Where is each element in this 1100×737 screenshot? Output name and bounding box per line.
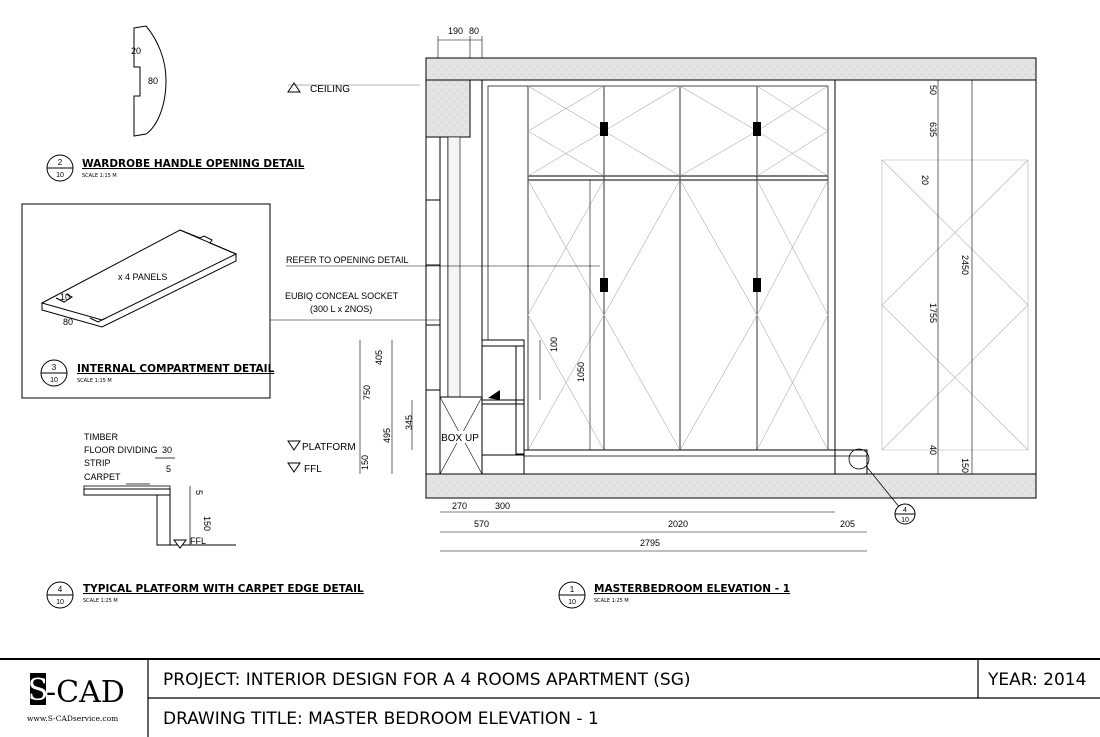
dim-left-495: 495 <box>382 427 392 443</box>
dim-top-190: 190 <box>448 26 464 36</box>
detail-scale-3: SCALE 1:15 M <box>77 378 112 384</box>
dim-bottom-300: 300 <box>495 501 511 511</box>
detail-title-2 <box>47 155 305 181</box>
title-block <box>0 659 1100 737</box>
platform-note-timber: TIMBER <box>84 432 119 442</box>
detail-title-text-2: WARDROBE HANDLE OPENING DETAIL <box>82 158 305 170</box>
detail-title-3 <box>41 360 275 386</box>
detail-title-4 <box>47 582 364 608</box>
note-opening-detail: REFER TO OPENING DETAIL <box>286 255 409 265</box>
note-socket: EUBIQ CONCEAL SOCKET <box>285 291 399 301</box>
logo-text: -CAD <box>46 675 125 710</box>
note-socket-size: (300 L x 2NOS) <box>310 304 373 314</box>
ceiling-slab <box>426 58 1036 80</box>
detail-sheet-1: 10 <box>568 599 576 606</box>
logo-url: www.S-CADservice.com <box>27 714 119 723</box>
dim-right-20: 20 <box>920 175 930 186</box>
bulkhead <box>426 80 470 137</box>
detail-number-4: 4 <box>57 585 63 594</box>
detail-sheet-4: 10 <box>56 599 64 606</box>
detail-number-1: 1 <box>569 585 575 594</box>
dim-bottom-205: 205 <box>840 519 856 529</box>
platform-dim-30: 30 <box>162 445 173 455</box>
drawing-title: DRAWING TITLE: MASTER BEDROOM ELEVATION - 1 <box>163 709 599 729</box>
handle-dim-20: 20 <box>131 46 142 56</box>
callout-sheet: 10 <box>901 517 909 524</box>
dim-right-40: 40 <box>928 445 938 456</box>
detail-sheet-2: 10 <box>56 172 64 179</box>
dim-left-750: 750 <box>362 384 372 400</box>
detail-title-text-4: TYPICAL PLATFORM WITH CARPET EDGE DETAIL <box>83 583 364 595</box>
platform-dim-5: 5 <box>166 464 172 474</box>
detail-title-text-1: MASTERBEDROOM ELEVATION - 1 <box>594 583 791 595</box>
master-bedroom-elevation <box>270 26 1036 551</box>
platform-note-dividing: FLOOR DIVIDING <box>84 445 158 455</box>
dim-left-150: 150 <box>360 454 370 470</box>
compartment-dim-10: 10 <box>60 292 71 302</box>
ceiling-level: CEILING <box>310 84 351 95</box>
platform-edge-detail <box>84 432 236 548</box>
compartment-panels-note: x 4 PANELS <box>118 272 168 282</box>
detail-scale-2: SCALE 1:15 M <box>82 173 117 179</box>
platform-note-carpet: CARPET <box>84 472 121 482</box>
detail-title-1 <box>559 582 790 608</box>
dim-bottom-570: 570 <box>474 519 490 529</box>
platform-ffl-label: FFL <box>190 536 207 546</box>
detail-number-3: 3 <box>51 363 57 372</box>
dim-top-80: 80 <box>469 26 480 36</box>
handle-dim-80: 80 <box>148 76 159 86</box>
dim-bottom-270: 270 <box>452 501 468 511</box>
dim-right-50: 50 <box>928 85 938 96</box>
dim-door-1050: 1050 <box>576 361 586 382</box>
detail-sheet-3: 10 <box>50 377 58 384</box>
dim-shelf-100: 100 <box>549 336 559 352</box>
detail-number-2: 2 <box>57 158 63 167</box>
box-up-label: BOX UP <box>441 433 479 444</box>
callout-number: 4 <box>903 507 907 514</box>
dim-bottom-2795: 2795 <box>640 538 661 548</box>
dim-right-150: 150 <box>960 458 970 474</box>
year-label: YEAR: 2014 <box>988 670 1087 690</box>
detail-title-text-3: INTERNAL COMPARTMENT DETAIL <box>77 363 275 375</box>
handle-opening-detail <box>131 26 166 136</box>
dim-right-1755: 1755 <box>928 303 938 324</box>
dim-right-635: 635 <box>928 122 938 138</box>
floor-slab <box>426 474 1036 498</box>
detail-scale-4: SCALE 1:25 M <box>83 598 118 604</box>
logo-s: S <box>27 673 49 708</box>
compartment-dim-80: 80 <box>63 317 74 327</box>
dim-left-405: 405 <box>374 349 384 365</box>
platform-note-strip: STRIP <box>84 458 111 468</box>
platform-level: PLATFORM <box>302 442 356 453</box>
project-title: PROJECT: INTERIOR DESIGN FOR A 4 ROOMS APARTMENT (SG) <box>163 670 691 690</box>
svg-text:5: 5 <box>194 490 204 496</box>
compartment-panel-drawing <box>42 230 236 327</box>
detail-scale-1: SCALE 1:25 M <box>594 598 629 604</box>
dim-right-2450: 2450 <box>960 255 970 276</box>
dim-left-345: 345 <box>404 414 414 430</box>
ffl-level: FFL <box>304 464 322 475</box>
platform-dim-150: 150 <box>202 516 212 532</box>
dim-bottom-2020: 2020 <box>668 519 689 529</box>
